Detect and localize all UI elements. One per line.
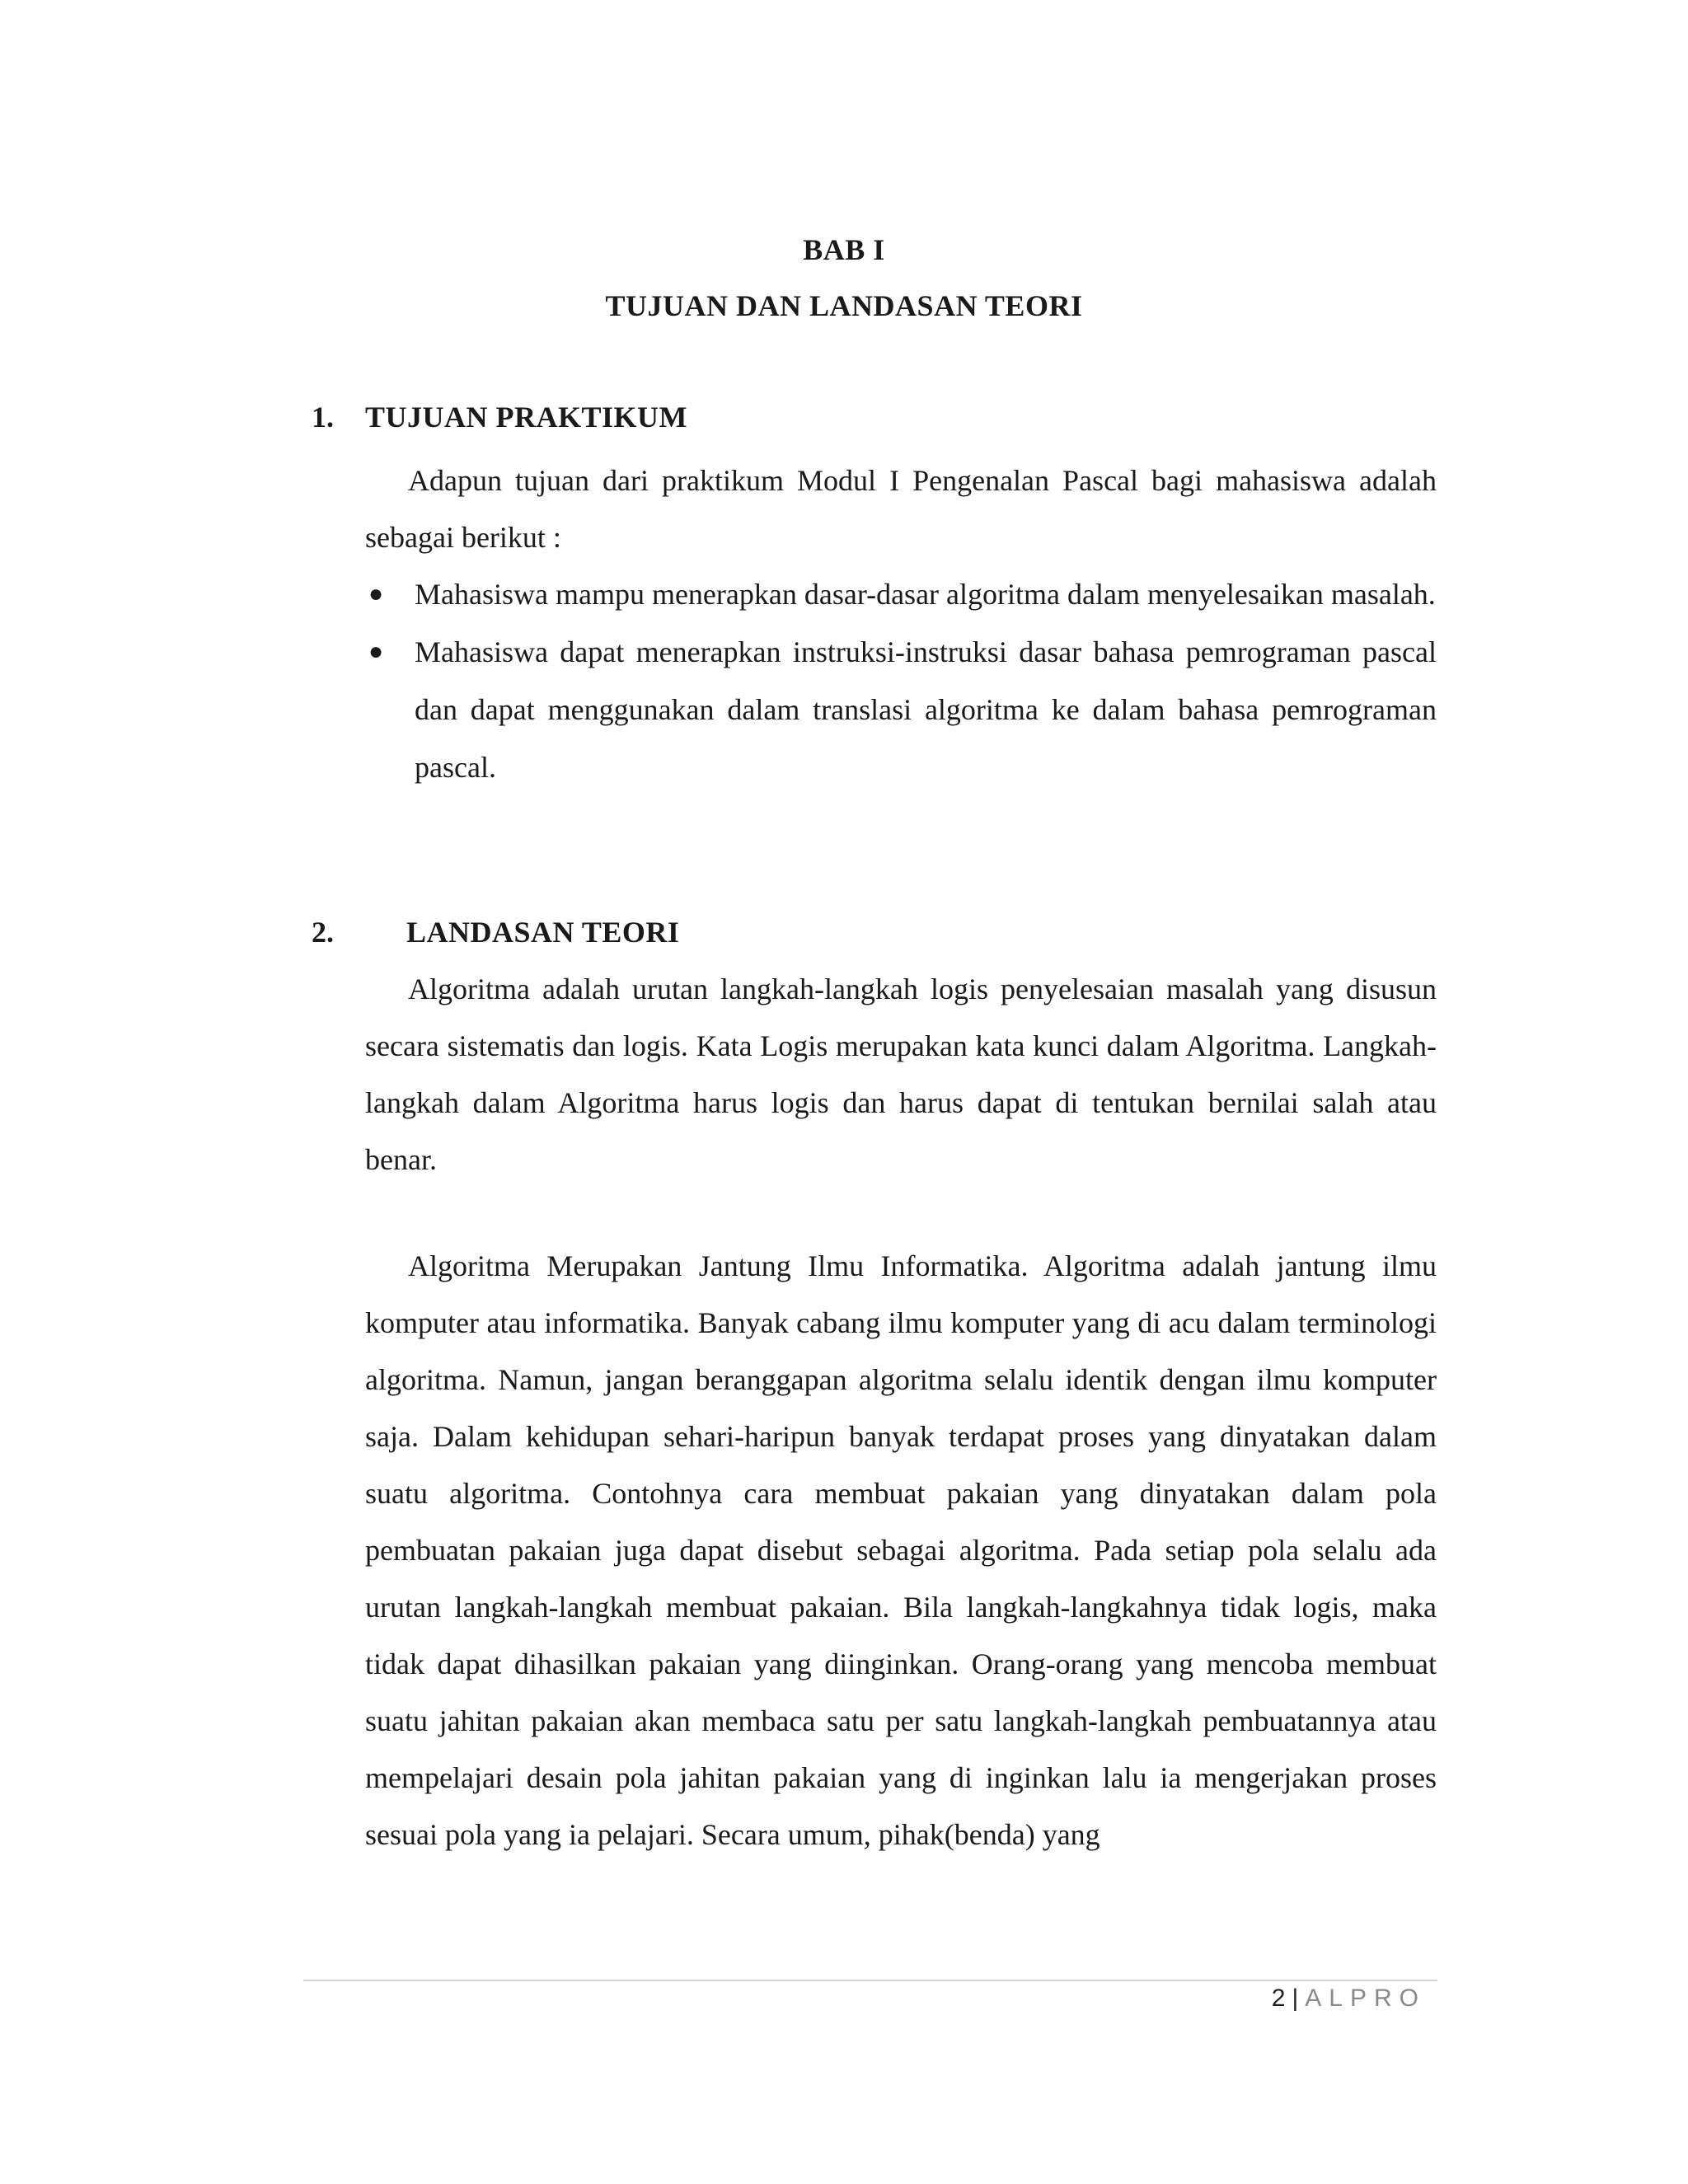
- list-item: [365, 565, 1437, 623]
- bullet-icon: ●: [368, 580, 384, 607]
- chapter-number: BAB I: [803, 233, 885, 266]
- chapter-title: TUJUAN DAN LANDASAN TEORI: [605, 289, 1083, 322]
- section-2-paragraph-1: Algoritma adalah urutan langkah-langkah logis penyelesaian masalah yang disusun secara sistematis dan logis. Kata Logis merupakan kata kunci dalam Algoritma. Langkah-langkah dalam Algoritma harus logis dan harus dapat di tentukan bernilai salah atau benar.: [365, 972, 1437, 1176]
- list-item-text: Mahasiswa mampu menerapkan dasar-dasar algoritma dalam menyelesaikan masalah.: [415, 578, 1436, 611]
- section-2-number: 2.: [312, 916, 334, 949]
- page-footer: [1272, 1985, 1426, 2013]
- bullet-icon: ●: [368, 638, 384, 665]
- section-1-number: 1.: [312, 401, 334, 434]
- section-2-paragraph-2: Algoritma Merupakan Jantung Ilmu Informatika. Algoritma adalah jantung ilmu komputer atau informatika. Banyak cabang ilmu komputer yang di acu dalam terminologi algoritma. Namun, jangan beranggapan algoritma selalu identik dengan ilmu komputer saja. Dalam kehidupan sehari-haripun banyak terdapat proses yang dinyatakan dalam suatu algoritma. Contohnya cara membuat pakaian yang dinyatakan dalam pola pembuatan pakaian juga dapat disebut sebagai algoritma. Pada setiap pola selalu ada urutan langkah-langkah membuat pakaian. Bila langkah-langkahnya tidak logis, maka tidak dapat dihasilkan pakaian yang diinginkan. Orang-orang yang mencoba membuat suatu jahitan pakaian akan membaca satu per satu langkah-langkah pembuatannya atau mempelajari desain pola jahitan pakaian yang di inginkan lalu ia mengerjakan proses sesuai pola yang ia pelajari. Secara umum, pihak(benda) yang: [365, 1249, 1437, 1851]
- footer-separator: |: [1292, 1985, 1299, 2012]
- page-number: 2: [1271, 1985, 1286, 2012]
- footer-label: ALPRO: [1305, 1985, 1426, 2012]
- section-2-heading: LANDASAN TEORI: [406, 916, 680, 949]
- section-1-heading: TUJUAN PRAKTIKUM: [365, 401, 687, 434]
- footer-divider: [303, 1980, 1437, 1981]
- list-item: [365, 623, 1437, 796]
- list-item-text: Mahasiswa dapat menerapkan instruksi-instruksi dasar bahasa pemrograman pascal dan dapat menggunakan dalam translasi algoritma ke dalam bahasa pemrograman pascal.: [415, 635, 1437, 784]
- section-1-intro: Adapun tujuan dari praktikum Modul I Pengenalan Pascal bagi mahasiswa adalah sebagai berikut :: [365, 464, 1437, 554]
- objectives-list: [365, 565, 1437, 796]
